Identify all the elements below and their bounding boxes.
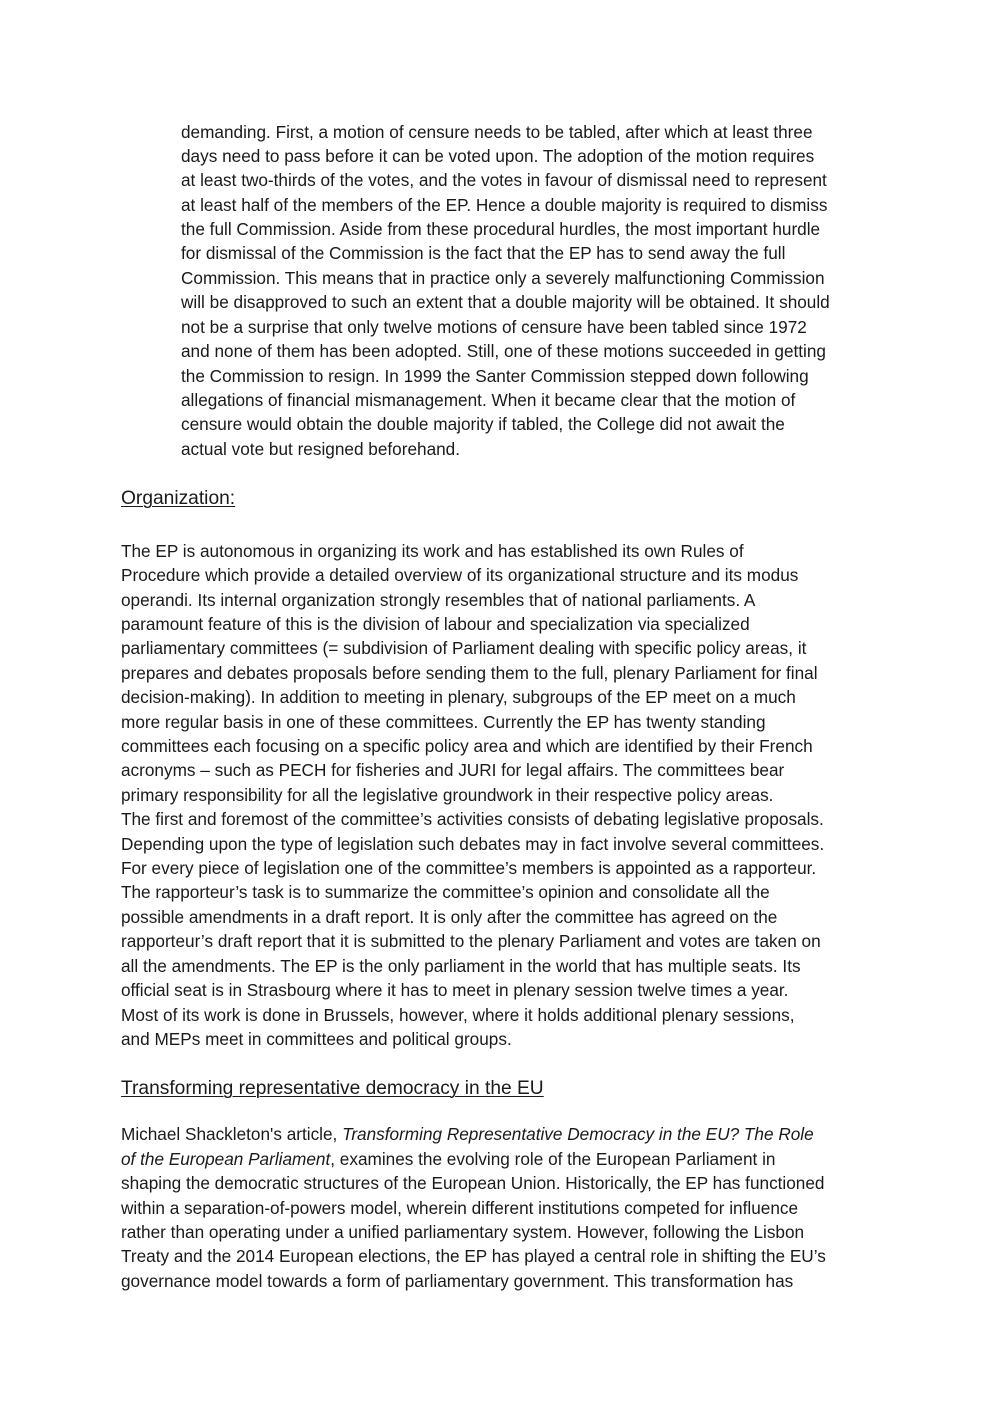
text-line: censure would obtain the double majority if tabled, the College did not await the xyxy=(181,414,785,434)
text-line: shaping the democratic structures of the European Union. Historically, the EP has functioned xyxy=(121,1173,825,1193)
text-line: more regular basis in one of these committees. Currently the EP has twenty standing xyxy=(121,712,766,732)
text-line: governance model towards a form of parliamentary government. This transformation has xyxy=(121,1271,794,1291)
section-heading-transforming: Transforming representative democracy in the EU xyxy=(121,1078,544,1099)
text-line: Procedure which provide a detailed overview of its organizational structure and its modus xyxy=(121,565,799,585)
text-line: the full Commission. Aside from these procedural hurdles, the most important hurdle xyxy=(181,219,821,239)
text-line: The EP is autonomous in organizing its work and has established its own Rules of xyxy=(121,541,744,561)
text-line xyxy=(121,1124,814,1144)
text-line: The rapporteur’s task is to summarize the committee’s opinion and consolidate all the xyxy=(121,882,770,902)
text-line: at least two-thirds of the votes, and the votes in favour of dismissal need to represent xyxy=(181,170,827,190)
text-span: , examines the evolving role of the European Parliament in xyxy=(330,1149,776,1169)
text-line: official seat is in Strasbourg where it has to meet in plenary session twelve times a year. xyxy=(121,980,789,1000)
text-line: will be disapproved to such an extent that a double majority will be obtained. It should xyxy=(181,292,830,312)
text-line: allegations of financial mismanagement. When it became clear that the motion of xyxy=(181,390,796,410)
text-line: acronyms – such as PECH for fisheries and JURI for legal affairs. The committees bear xyxy=(121,760,785,780)
section-heading-organization: Organization: xyxy=(121,488,236,509)
text-line: committees each focusing on a specific policy area and which are identified by their French xyxy=(121,736,813,756)
text-line: Commission. This means that in practice only a severely malfunctioning Commission xyxy=(181,268,825,288)
text-line: for dismissal of the Commission is the fact that the EP has to send away the full xyxy=(181,243,786,263)
text-line: operandi. Its internal organization strongly resembles that of national parliaments. A xyxy=(121,590,756,610)
text-line: days need to pass before it can be voted upon. The adoption of the motion requires xyxy=(181,146,815,166)
text-line: Most of its work is done in Brussels, however, where it holds additional plenary sessions, xyxy=(121,1005,795,1025)
text-span: Michael Shackleton's article, xyxy=(121,1124,343,1144)
text-line xyxy=(121,1149,775,1169)
text-line: demanding. First, a motion of censure needs to be tabled, after which at least three xyxy=(181,122,813,142)
text-line: For every piece of legislation one of the committee’s members is appointed as a rapporteur. xyxy=(121,858,817,878)
text-line: possible amendments in a draft report. It is only after the committee has agreed on the xyxy=(121,907,778,927)
text-line: and none of them has been adopted. Still, one of these motions succeeded in getting xyxy=(181,341,826,361)
article-title-italic: of the European Parliament xyxy=(121,1149,331,1169)
text-line: not be a surprise that only twelve motions of censure have been tabled since 1972 xyxy=(181,317,807,337)
text-line: rather than operating under a unified parliamentary system. However, following the Lisbon xyxy=(121,1222,805,1242)
text-line: primary responsibility for all the legislative groundwork in their respective policy areas. xyxy=(121,785,774,805)
text-line: The first and foremost of the committee’s activities consists of debating legislative proposals. xyxy=(121,809,824,829)
article-title-italic: Transforming Representative Democracy in the EU? The Role xyxy=(342,1124,814,1144)
text-line: at least half of the members of the EP. Hence a double majority is required to dismiss xyxy=(181,195,828,215)
text-line: actual vote but resigned beforehand. xyxy=(181,439,461,459)
text-line: rapporteur’s draft report that it is submitted to the plenary Parliament and votes are taken on xyxy=(121,931,821,951)
text-line: the Commission to resign. In 1999 the Santer Commission stepped down following xyxy=(181,366,809,386)
text-line: prepares and debates proposals before sending them to the full, plenary Parliament for final xyxy=(121,663,818,683)
text-line: paramount feature of this is the division of labour and specialization via specialized xyxy=(121,614,750,634)
text-line: Treaty and the 2014 European elections, the EP has played a central role in shifting the EU’s xyxy=(121,1246,826,1266)
text-line: Depending upon the type of legislation such debates may in fact involve several committees. xyxy=(121,834,825,854)
text-line: all the amendments. The EP is the only parliament in the world that has multiple seats. Its xyxy=(121,956,801,976)
text-line: and MEPs meet in committees and political groups. xyxy=(121,1029,512,1049)
text-line: within a separation-of-powers model, wherein different institutions competed for influence xyxy=(121,1198,799,1218)
text-line: parliamentary committees (= subdivision of Parliament dealing with specific policy areas, it xyxy=(121,638,807,658)
text-line: decision-making). In addition to meeting in plenary, subgroups of the EP meet on a much xyxy=(121,687,796,707)
